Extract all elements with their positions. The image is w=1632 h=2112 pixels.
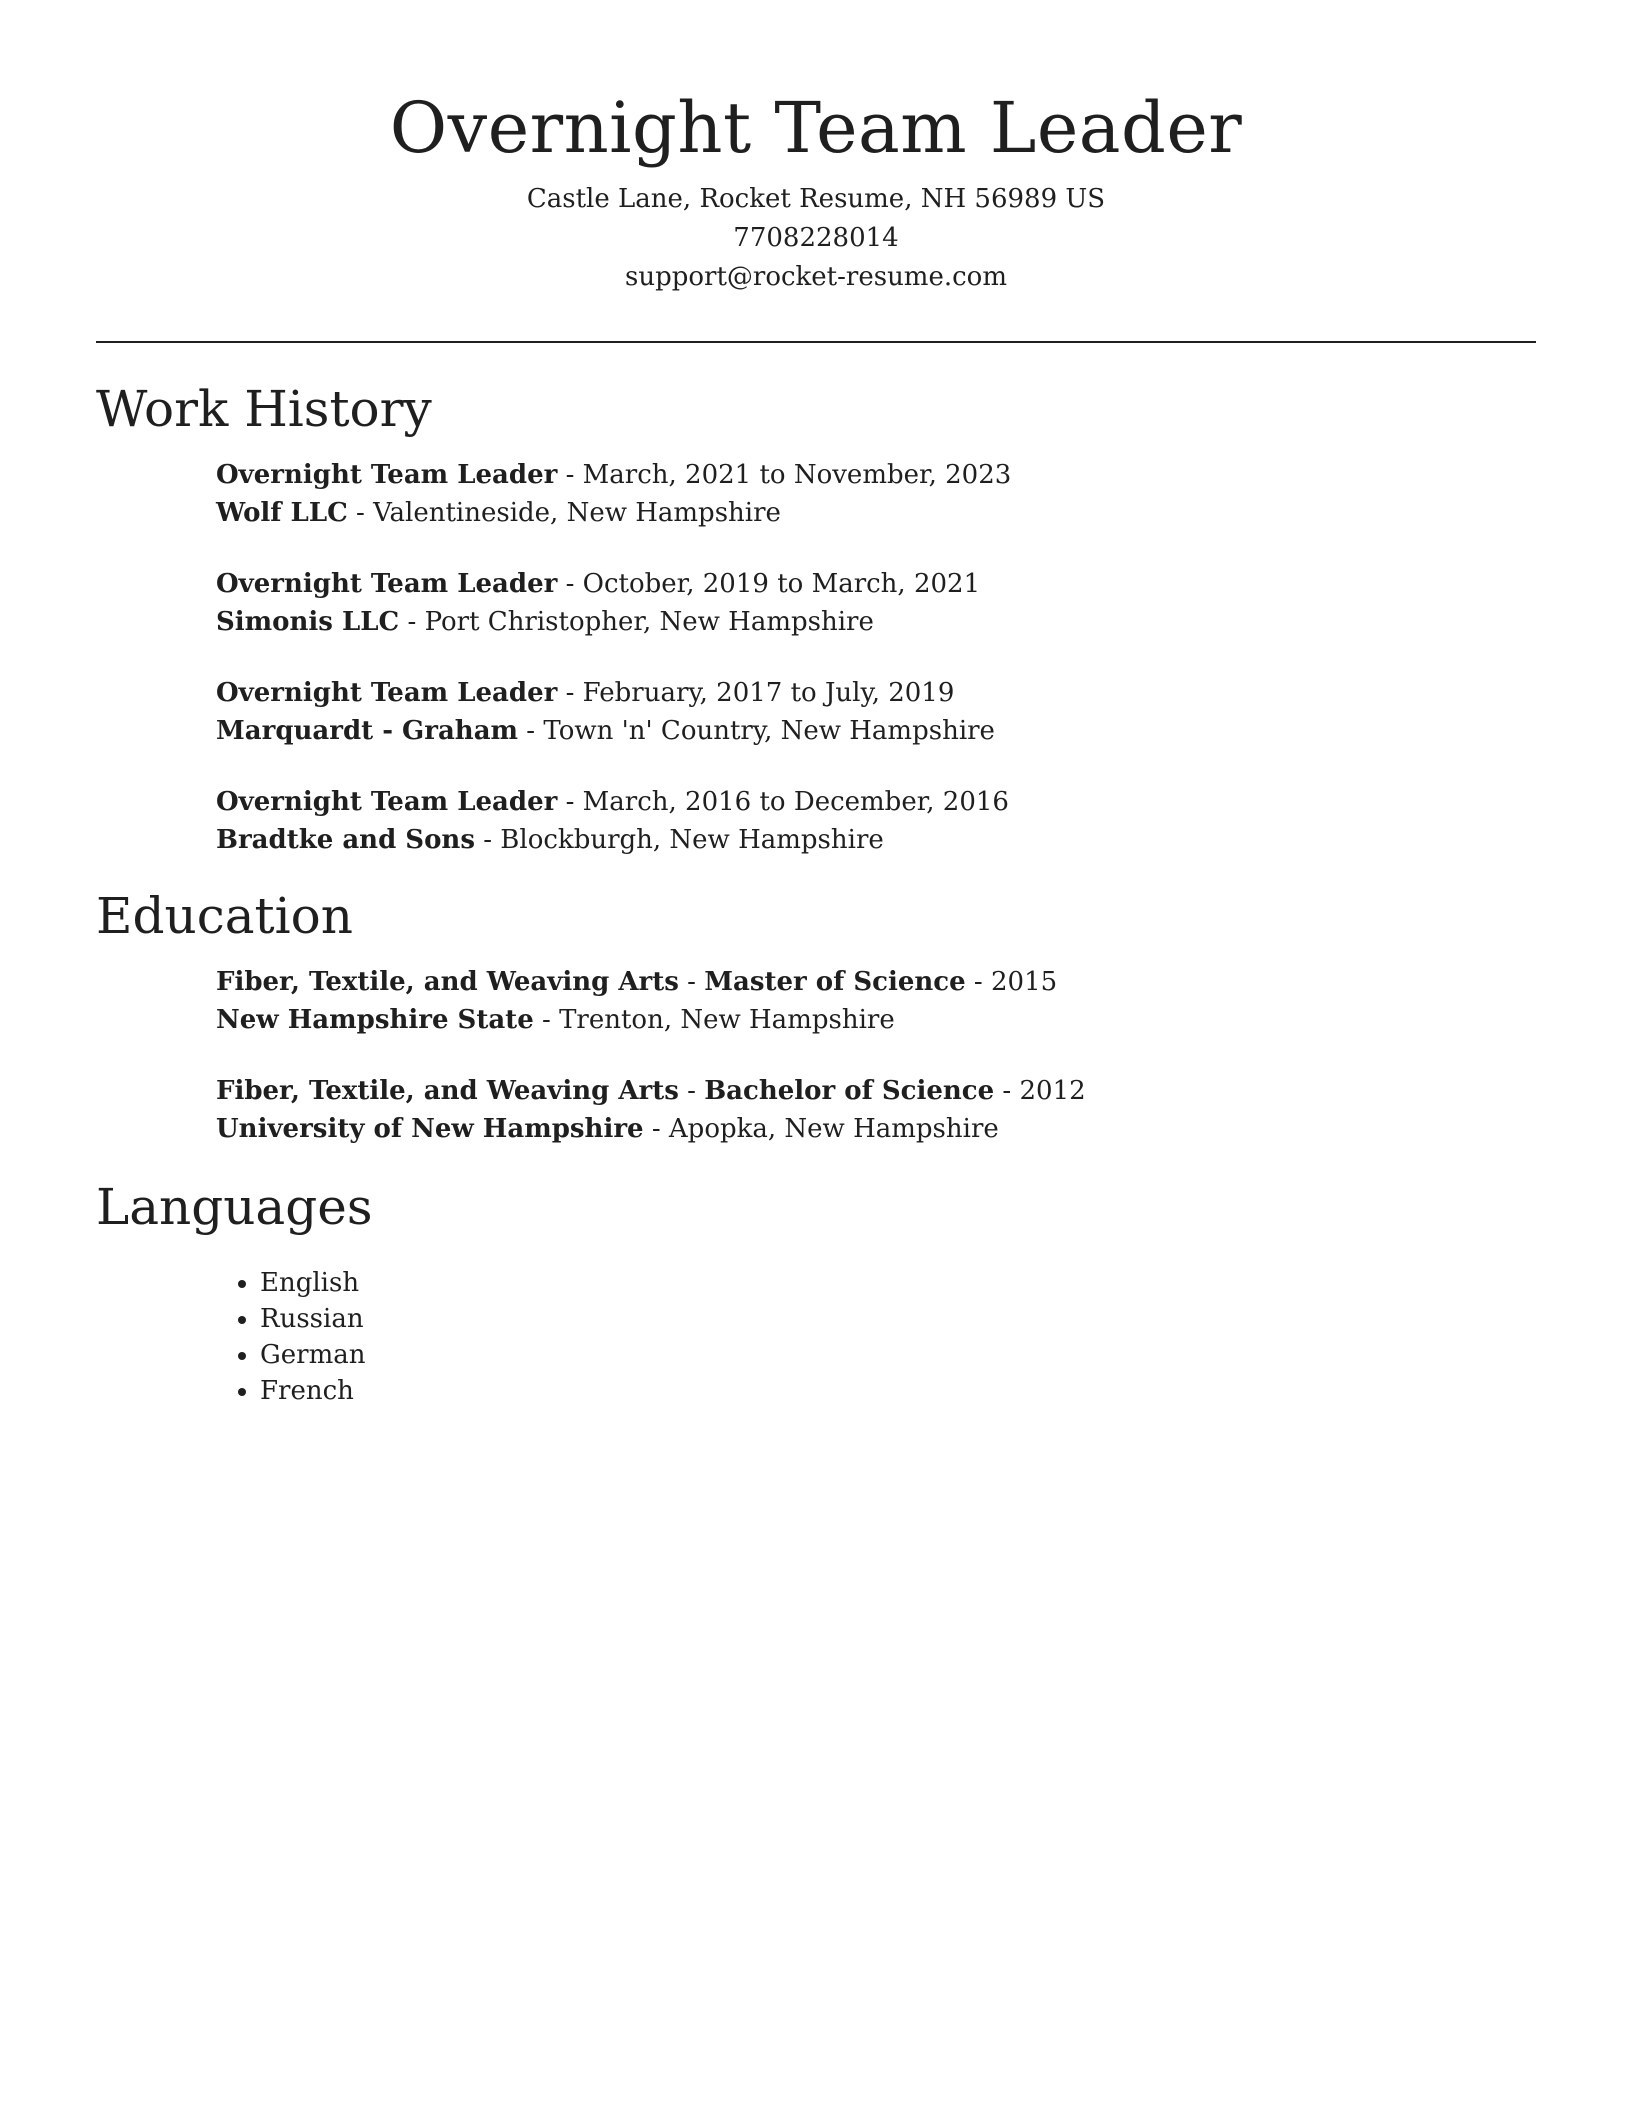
- job-title: Overnight Team Leader: [216, 678, 558, 708]
- job-location: Town 'n' Country, New Hampshire: [543, 716, 995, 746]
- graduation-year: 2012: [1019, 1076, 1086, 1106]
- phone: 7708228014: [733, 223, 899, 253]
- language-item: • German: [260, 1337, 366, 1373]
- company-name: Wolf LLC: [216, 498, 348, 528]
- job-title: Overnight Team Leader: [216, 460, 558, 490]
- resume-header: [0, 82, 1632, 292]
- address: Castle Lane, Rocket Resume, NH 56989 US: [526, 184, 1106, 214]
- work-entry: Overnight Team Leader - October, 2019 to March, 2021 Simonis LLC - Port Christopher, New Hampshire: [216, 569, 981, 637]
- degree: Bachelor of Science: [704, 1076, 995, 1106]
- school-location: Apopka, New Hampshire: [668, 1114, 999, 1144]
- education-heading: Education: [96, 887, 353, 945]
- email: support@rocket-resume.com: [624, 262, 1007, 292]
- job-location: Blockburgh, New Hampshire: [500, 825, 884, 855]
- job-location: Valentineside, New Hampshire: [373, 498, 781, 528]
- contact-info: [0, 180, 1632, 297]
- language-item: • French: [260, 1373, 366, 1409]
- work-entry: Overnight Team Leader - March, 2021 to November, 2023 Wolf LLC - Valentineside, New Hampshire: [216, 460, 1012, 528]
- language-item: • English: [260, 1265, 366, 1301]
- education-entry: Fiber, Textile, and Weaving Arts - Bachelor of Science - 2012 University of New Hampshire - Apopka, New Hampshire: [216, 1076, 1086, 1144]
- job-location: Port Christopher, New Hampshire: [424, 607, 874, 637]
- company-name: Simonis LLC: [216, 607, 400, 637]
- job-title: Overnight Team Leader: [216, 787, 558, 817]
- job-dates: February, 2017 to July, 2019: [582, 678, 955, 708]
- candidate-name: Overnight Team Leader: [389, 87, 1243, 169]
- work-history-heading: Work History: [96, 380, 432, 438]
- job-dates: October, 2019 to March, 2021: [582, 569, 981, 599]
- job-title: Overnight Team Leader: [216, 569, 558, 599]
- field-of-study: Fiber, Textile, and Weaving Arts: [216, 1076, 679, 1106]
- education-entry: Fiber, Textile, and Weaving Arts - Master of Science - 2015 New Hampshire State - Trenton, New Hampshire: [216, 967, 1058, 1035]
- company-name: Marquardt - Graham: [216, 716, 519, 746]
- company-name: Bradtke and Sons: [216, 825, 475, 855]
- languages-list: [216, 1265, 366, 1409]
- job-dates: March, 2021 to November, 2023: [582, 460, 1012, 490]
- work-entry: Overnight Team Leader - February, 2017 to July, 2019 Marquardt - Graham - Town 'n' Country, New Hampshire: [216, 678, 995, 746]
- job-dates: March, 2016 to December, 2016: [582, 787, 1009, 817]
- graduation-year: 2015: [990, 967, 1058, 997]
- school-name: New Hampshire State: [216, 1005, 534, 1035]
- school-name: University of New Hampshire: [216, 1114, 644, 1144]
- header-divider: [96, 341, 1536, 343]
- school-location: Trenton, New Hampshire: [559, 1005, 895, 1035]
- language-item: • Russian: [260, 1301, 366, 1337]
- degree: Master of Science: [704, 967, 966, 997]
- field-of-study: Fiber, Textile, and Weaving Arts: [216, 967, 679, 997]
- languages-heading: Languages: [96, 1178, 373, 1236]
- work-entry: Overnight Team Leader - March, 2016 to December, 2016 Bradtke and Sons - Blockburgh, New Hampshire: [216, 787, 1009, 855]
